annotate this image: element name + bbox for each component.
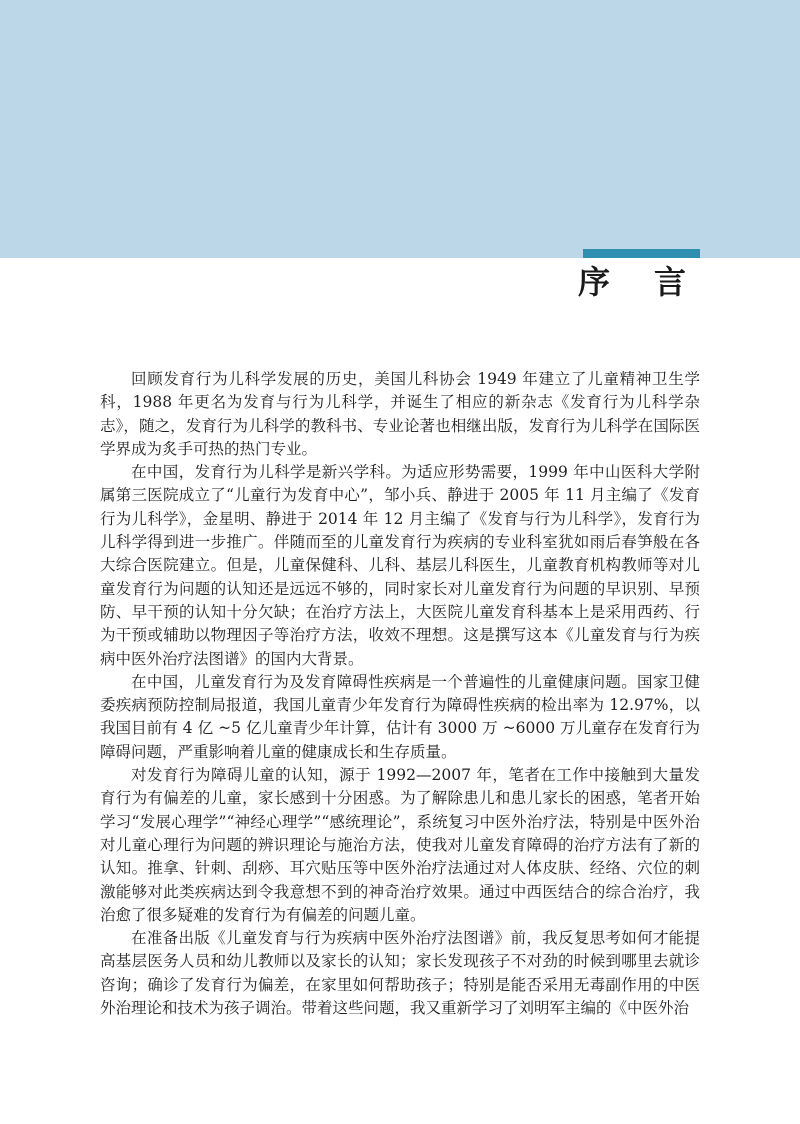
page-title: 序言 [578, 263, 731, 301]
paragraph-history: 回顾发育行为儿科学发展的历史，美国儿科协会 1949 年建立了儿童精神卫生学科，1988 年更名为发育与行为儿科学，并诞生了相应的新杂志《发育行为儿科学杂志》，随之，发育行为儿科学的教科书、专业论著也相继出版，发育行为儿科学在国际医学界成为炙手可热的热门专业。 [100, 370, 700, 458]
title-accent-bar [583, 249, 700, 258]
paragraph-author-experience: 对发育行为障碍儿童的认知，源于 1992—2007 年，笔者在工作中接触到大量发育行为有偏差的儿童，家长感到十分困惑。为了解除患儿和患儿家长的困惑，笔者开始学习“发展心理学”“神经心理学”“感统理论”，系统复习中医外治疗法，特别是中医外治对儿童心理行为问题的辨识理论与施治方法，使我对儿童发育障碍的治疗方法有了新的认知。推拿、针刺、刮痧、耳穴贴压等中医外治疗法通过对人体皮肤、经络、穴位的刺激能够对此类疾病达到令我意想不到的神奇治疗效果。通过中西医结合的综合治疗，我治愈了很多疑难的发育行为有偏差的问题儿童。 [100, 766, 700, 924]
header-band [0, 0, 800, 258]
paragraph-book-preparation: 在准备出版《儿童发育与行为疾病中医外治疗法图谱》前，我反复思考如何才能提高基层医务人员和幼儿教师以及家长的认知；家长发现孩子不对劲的时候到哪里去就诊咨询；确诊了发育行为偏差，在家里如何帮助孩子；特别是能否采用无毒副作用的中医外治理论和技术为孩子调治。带着这些问题，我又重新学习了刘明军主编的《中医外治 [100, 929, 700, 1018]
paragraph-prevalence: 在中国，儿童发育行为及发育障碍性疾病是一个普遍性的儿童健康问题。国家卫健委疾病预防控制局报道，我国儿童青少年发育行为障碍性疾病的检出率为 12.97%，以我国目前有 4 亿 ~5 亿儿童青少年计算，估计有 3000 万 ~6000 万儿童存在发育行为障碍问题，严重影响着儿童的健康成长和生存质量。 [100, 672, 700, 761]
paragraph-china-development: 在中国，发育行为儿科学是新兴学科。为适应形势需要，1999 年中山医科大学附属第三医院成立了“儿童行为发育中心”，邹小兵、静进于 2005 年 11 月主编了《发育行为儿科学》，金星明、静进于 2014 年 12 月主编了《发育与行为儿科学》，发育行为儿科学得到进一步推广。伴随而至的儿童发育行为疾病的专业科室犹如雨后春笋般在各大综合医院建立。但是，儿童保健科、儿科、基层儿科医生，儿童教育机构教师等对儿童发育行为问题的认知还是远远不够的，同时家长对儿童发育行为问题的早识别、早预防、早干预的认知十分欠缺；在治疗方法上，大医院儿童发育科基本上是采用西药、行为干预或辅助以物理因子等治疗方法，收效不理想。这是撰写这本《儿童发育与行为疾病中医外治疗法图谱》的国内大背景。 [100, 463, 700, 668]
preface-body [100, 368, 700, 1020]
